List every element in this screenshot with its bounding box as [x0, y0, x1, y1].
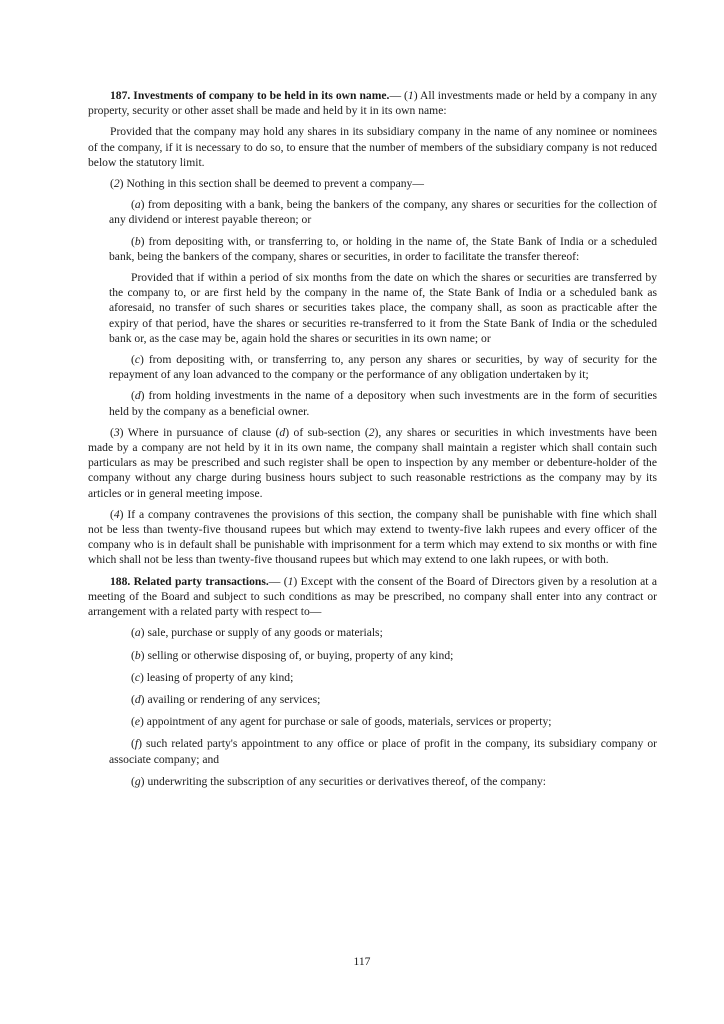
subsection-text: If a company contravenes the provisions of this section, the company shall be punishable with fine which shall not be less than twenty-five thousand rupees but which may extend to twenty-five lakh rupees and every officer of the company who is in default shall be punishable with imprisonment for a term which may extend to six months or with fine which shall not be less than twenty-five thousand rupees but which may extend to one lakh rupees, or with both. — [88, 507, 657, 567]
clause-letter: e — [134, 715, 141, 729]
clause-text: from depositing with a bank, being the bankers of the company, any shares or securities for the collection of any dividend or interest payable thereon; or — [109, 198, 657, 227]
clause-text: appointment of any agent for purchase or sale of goods, materials, services or property; — [146, 715, 552, 729]
subsection-text: Nothing in this section shall be deemed to prevent a company— — [126, 177, 424, 191]
section-188-clause-c: (c) leasing of property of any kind; — [131, 670, 294, 684]
clause-letter: f — [134, 737, 139, 751]
clause-letter: c — [134, 353, 141, 367]
page-number: 117 — [353, 955, 371, 968]
section-188-subsection-1: 188. Related party transactions.— (1) Except with the consent of the Board of Directors given by a resolution at a meeting of the Board and subject to such conditions as may be prescribed, no company shall enter into any contract or arrangement with a related party with respect to— — [88, 574, 657, 619]
clause-text: from depositing with, or transferring to, or holding in the name of, the State Bank of India or a scheduled bank, being the bankers of the company, shares or securities, in order to facilitate the transfer thereof: — [109, 234, 657, 263]
clause-text: sale, purchase or supply of any goods or materials; — [147, 626, 383, 640]
clause-ref: d — [279, 425, 286, 439]
section-188-clause-f: (f) such related party's appointment to any office or place of profit in the company, its subsidiary company or associate company; and — [109, 737, 657, 766]
clause-text: selling or otherwise disposing of, or buying, property of any kind; — [147, 648, 454, 662]
clause-letter: a — [134, 626, 141, 640]
clause-text: from holding investments in the name of a depository when such investments are in the form of securities held by the company as a beneficial owner. — [109, 389, 657, 418]
clause-letter: c — [134, 670, 141, 684]
clause-letter: a — [134, 198, 141, 212]
section-187-proviso-2: Provided that if within a period of six months from the date on which the shares or securities are transferred by the company to, or are first held by the company in the name of, the State Bank of India or a scheduled bank as aforesaid, no transfer of such shares or securities takes place, the company shall, as soon as practicable after the expiry of that period, have the shares or securities re-transferred to it from the State Bank of India or the scheduled bank or, as the case may be, again hold the shares or securities in its own name; or — [109, 271, 657, 345]
section-187-clause-b: (b) from depositing with, or transferring to, or holding in the name of, the State Bank of India or a scheduled bank, being the bankers of the company, shares or securities, in order to facilitate the transfer thereof: — [109, 234, 657, 263]
section-187-proviso-1: Provided that the company may hold any shares in its subsidiary company in the name of any nominee or nominees of the company, if it is necessary to do so, to ensure that the number of members of the subsidiary company is not reduced below the statutory limit. — [88, 125, 657, 169]
section-187-subsection-2: (2) Nothing in this section shall be deemed to prevent a company— — [110, 177, 424, 191]
clause-letter: d — [134, 389, 141, 403]
section-187-clause-c: (c) from depositing with, or transferring to, any person any shares or securities, by way of security for the repayment of any loan advanced to the company or the performance of any obligation undertaken by it; — [109, 353, 657, 382]
section-187-subsection-4: (4) If a company contravenes the provisions of this section, the company shall be punishable with fine which shall not be less than twenty-five thousand rupees but which may extend to twenty-five lakh rupees and every officer of the company who is in default shall be punishable with imprisonment for a term which may extend to six months or with fine which shall not be less than twenty-five thousand rupees but which may extend to one lakh rupees, or with both. — [88, 507, 657, 567]
subsection-number: 1 — [407, 89, 414, 102]
clause-letter: b — [134, 648, 141, 662]
subsection-text: ) of sub-section ( — [285, 425, 369, 439]
section-188-clause-list — [88, 625, 657, 789]
section-187-heading: 187. Investments of company to be held in its own name. — [110, 89, 390, 102]
section-188-heading: 188. Related party transactions. — [110, 574, 269, 588]
subsection-number: 3 — [113, 425, 120, 439]
section-187-clause-a: (a) from depositing with a bank, being the bankers of the company, any shares or securities for the collection of any dividend or interest payable thereon; or — [109, 198, 657, 227]
subsection-number: 2 — [113, 177, 120, 191]
section-188-clause-b: (b) selling or otherwise disposing of, or buying, property of any kind; — [131, 648, 454, 662]
subsection-text: All investments made or held by a company in any property, security or other asset shall be made and held by it in its own name: — [88, 89, 658, 118]
clause-text: such related party's appointment to any office or place of profit in the company, its subsidiary company or associate company; and — [109, 737, 657, 766]
subsection-text: Except with the consent of the Board of Directors given by a resolution at a meeting of the Board and subject to such conditions as may be prescribed, no company shall enter into any contract or arrangement with a related party with respect to— — [88, 574, 657, 619]
section-187-subsection-3: (3) Where in pursuance of clause (d) of sub-section (2), any shares or securities in which investments have been made by a company are not held by it in its own name, the company shall maintain a register which shall contain such particulars as may be prescribed and such register shall be open to inspection by any member or debenture-holder of the company without any charge during business hours subject to such reasonable restrictions as the company may by its articles or in general meeting impose. — [88, 425, 657, 500]
section-188-clause-a: (a) sale, purchase or supply of any goods or materials; — [131, 626, 383, 640]
clause-letter: b — [134, 234, 141, 248]
section-188-clause-d: (d) availing or rendering of any services; — [131, 692, 321, 706]
clause-text: availing or rendering of any services; — [147, 692, 321, 706]
clause-letter: d — [134, 692, 141, 706]
clause-text: from depositing with, or transferring to, any person any shares or securities, by way of security for the repayment of any loan advanced to the company or the performance of any obligation undertaken by it; — [109, 353, 657, 382]
section-187-subsection-1: 187. Investments of company to be held in its own name.— (1) All investments made or held by a company in any property, security or other asset shall be made and held by it in its own name: — [88, 89, 658, 118]
document-page — [88, 88, 657, 796]
clause-text: leasing of property of any kind; — [146, 670, 294, 684]
section-188-clause-g: (g) underwriting the subscription of any securities or derivatives thereof, of the company: — [131, 774, 547, 788]
subsection-number: 1 — [287, 574, 294, 588]
clause-text: underwriting the subscription of any securities or derivatives thereof, of the company: — [147, 774, 547, 788]
subsection-text: Where in pursuance of clause ( — [127, 425, 280, 439]
clause-letter: g — [134, 774, 141, 788]
section-188-clause-e: (e) appointment of any agent for purchase or sale of goods, materials, services or property; — [131, 715, 552, 729]
subsection-text: ), any shares or securities in which investments have been made by a company are not held by it in its own name, the company shall maintain a register which shall contain such particulars as may be prescribed and such register shall be open to inspection by any member or debenture-holder of the company without any charge during business hours subject to such reasonable restrictions as the company may by its articles or in general meeting impose. — [88, 425, 657, 500]
section-187-clause-d: (d) from holding investments in the name of a depository when such investments are in the form of securities held by the company as a beneficial owner. — [109, 389, 657, 418]
subsection-ref: 2 — [368, 425, 375, 439]
subsection-number: 4 — [113, 507, 120, 521]
